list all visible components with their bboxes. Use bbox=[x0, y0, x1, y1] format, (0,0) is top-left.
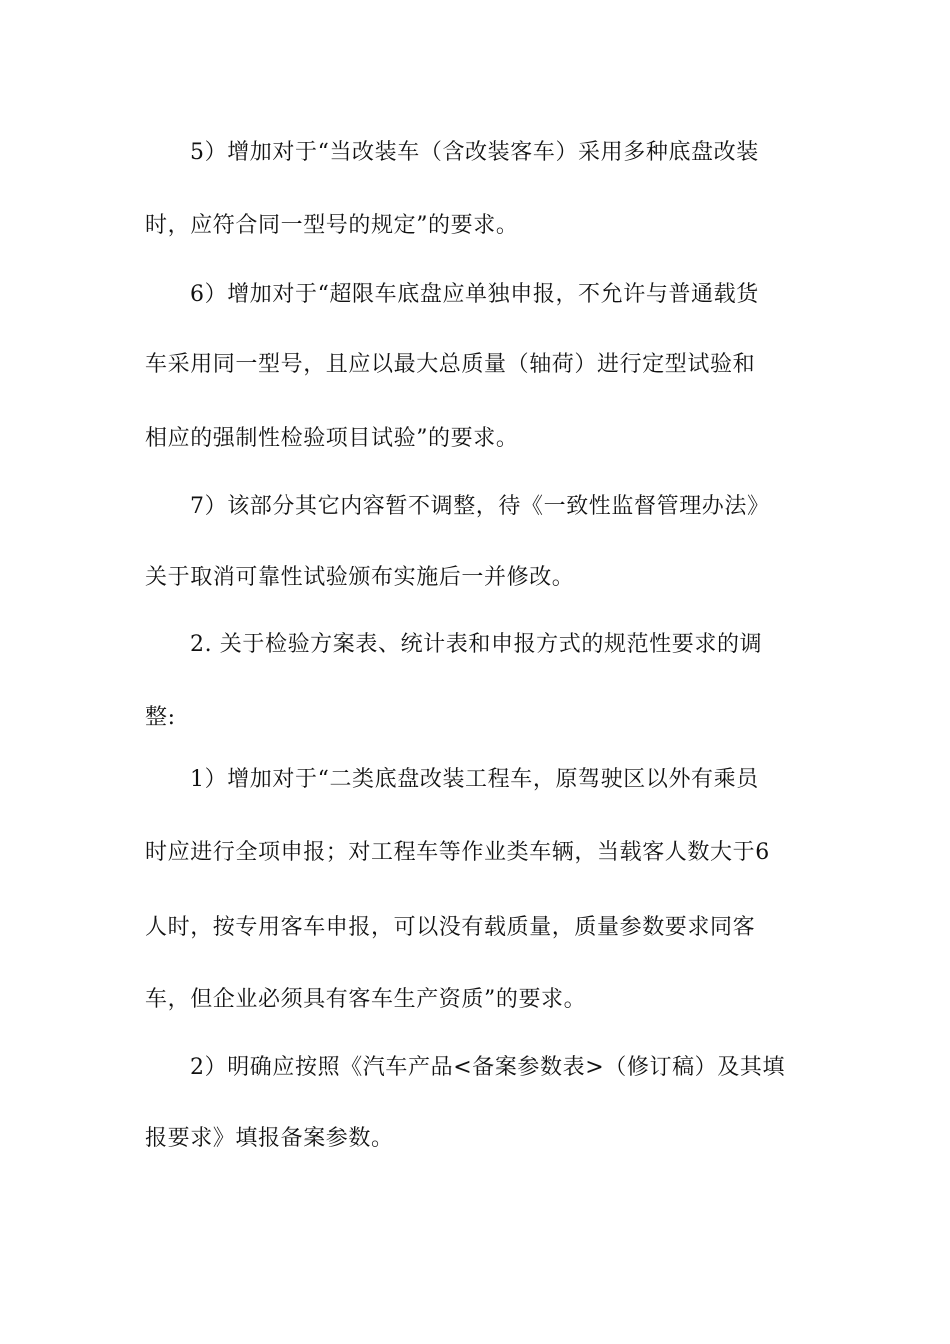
item-6-line-1: 6）增加对于“超限车底盘应单独申报，不允许与普通载货 bbox=[190, 282, 759, 307]
item-5-line-2: 时，应符合同一型号的规定”的要求。 bbox=[145, 213, 519, 238]
sub-item-1-line-3: 人时，按专用客车申报，可以没有载质量，质量参数要求同客 bbox=[145, 915, 756, 940]
item-7-line-1: 7）该部分其它内容暂不调整，待《一致性监督管理办法》 bbox=[190, 494, 770, 519]
section-2-heading-line-2: 整: bbox=[145, 705, 176, 730]
item-6-line-2: 车采用同一型号，且应以最大总质量（轴荷）进行定型试验和 bbox=[145, 352, 756, 377]
item-6-line-3: 相应的强制性检验项目试验”的要求。 bbox=[145, 426, 519, 451]
item-5-line-1: 5）增加对于“当改装车（含改装客车）采用多种底盘改装 bbox=[190, 140, 759, 165]
sub-item-1-line-2: 时应进行全项申报；对工程车等作业类车辆，当载客人数大于6 bbox=[145, 840, 770, 865]
section-2-heading-line-1: 2. 关于检验方案表、统计表和申报方式的规范性要求的调 bbox=[190, 632, 763, 657]
sub-item-2-line-1: 2）明确应按照《汽车产品<备案参数表>（修订稿）及其填 bbox=[190, 1055, 786, 1080]
sub-item-2-line-2: 报要求》填报备案参数。 bbox=[145, 1126, 394, 1151]
sub-item-1-line-1: 1）增加对于“二类底盘改装工程车，原驾驶区以外有乘员 bbox=[190, 767, 759, 792]
sub-item-1-line-4: 车，但企业必须具有客车生产资质”的要求。 bbox=[145, 987, 587, 1012]
item-7-line-2: 关于取消可靠性试验颁布实施后一并修改。 bbox=[145, 565, 575, 590]
